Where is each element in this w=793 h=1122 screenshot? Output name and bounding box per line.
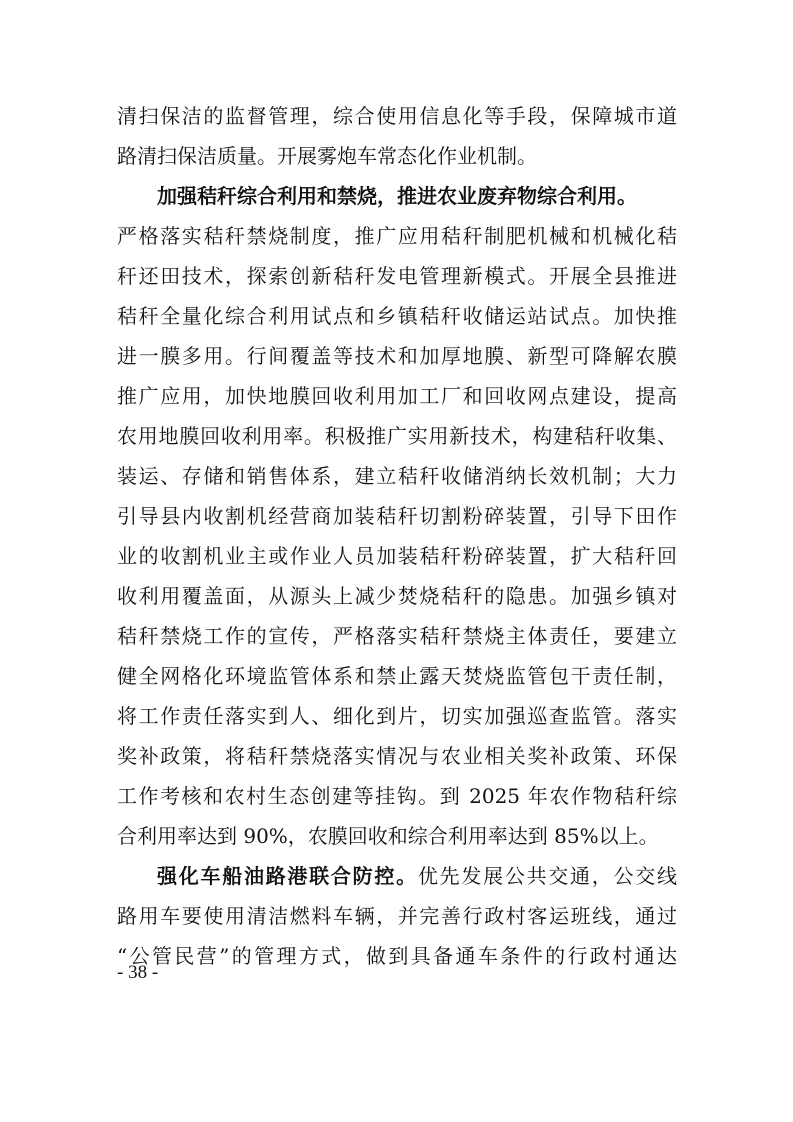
- text-line: [117, 416, 677, 456]
- line-text: 奖补政策，将秸秆禁烧落实情况与农业相关奖补政策、环保: [117, 744, 677, 768]
- line-text: 收利用覆盖面，从源头上减少焚烧秸秆的隐患。加强乡镇对: [117, 584, 677, 608]
- text-line: [117, 456, 677, 496]
- bold-lead-text: 强化车船油路港联合防控。: [157, 864, 418, 888]
- text-line: [117, 616, 677, 656]
- body-text: [117, 96, 677, 976]
- text-line: [117, 736, 677, 776]
- line-text: 健全网格化环境监管体系和禁止露天焚烧监管包干责任制，: [117, 664, 677, 688]
- line-text: 引导县内收割机经营商加装秸秆切割粉碎装置，引导下田作: [117, 504, 677, 528]
- line-text: 清扫保洁的监督管理，综合使用信息化等手段，保障城市道: [117, 104, 677, 128]
- line-text: 秆还田技术，探索创新秸秆发电管理新模式。开展全县推进: [117, 264, 677, 288]
- line-text: 秸秆禁烧工作的宣传，严格落实秸秆禁烧主体责任，要建立: [117, 624, 677, 648]
- line-text: 路清扫保洁质量。开展雾炮车常态化作业机制。: [117, 144, 537, 168]
- line-text: 进一膜多用。行间覆盖等技术和加厚地膜、新型可降解农膜: [117, 344, 677, 368]
- line-text: 路用车要使用清洁燃料车辆，并完善行政村客运班线，通过: [117, 904, 677, 928]
- text-line: [117, 256, 677, 296]
- line-text: 秸秆全量化综合利用试点和乡镇秸秆收储运站试点。加快推: [117, 304, 677, 328]
- text-line: [117, 896, 677, 936]
- line-text: 合利用率达到 90%，农膜回收和综合利用率达到 85%以上。: [117, 824, 659, 848]
- text-line: [117, 136, 677, 176]
- text-line: [117, 376, 677, 416]
- line-text: 农用地膜回收利用率。积极推广实用新技术，构建秸秆收集、: [117, 424, 677, 448]
- section-heading-line: [117, 176, 677, 216]
- text-line: [117, 936, 677, 976]
- line-text: “公管民营”的管理方式，做到具备通车条件的行政村通达: [117, 944, 677, 968]
- text-line: [117, 536, 677, 576]
- text-line: [117, 776, 677, 816]
- text-line: [117, 296, 677, 336]
- line-text: 工作考核和农村生态创建等挂钩。到 2025 年农作物秸秆综: [117, 784, 677, 808]
- text-line: [117, 696, 677, 736]
- line-text: 业的收割机业主或作业人员加装秸秆粉碎装置，扩大秸秆回: [117, 544, 677, 568]
- text-line: [117, 336, 677, 376]
- text-line: [117, 576, 677, 616]
- line-text: 优先发展公共交通，公交线: [417, 864, 678, 888]
- text-line: [117, 656, 677, 696]
- section-heading-line: [117, 856, 677, 896]
- text-line: [117, 96, 677, 136]
- line-text: 将工作责任落实到人、细化到片，切实加强巡查监管。落实: [117, 704, 677, 728]
- line-text: 严格落实秸秆禁烧制度，推广应用秸秆制肥机械和机械化秸: [117, 224, 677, 248]
- line-text: 推广应用，加快地膜回收利用加工厂和回收网点建设，提高: [117, 384, 677, 408]
- text-line: [117, 816, 677, 856]
- text-line: [117, 496, 677, 536]
- bold-lead-text: 加强秸秆综合利用和禁烧，推进农业废弃物综合利用。: [157, 184, 637, 208]
- page-number: - 38 -: [117, 962, 159, 983]
- text-line: [117, 216, 677, 256]
- line-text: 装运、存储和销售体系，建立秸秆收储消纳长效机制；大力: [117, 464, 677, 488]
